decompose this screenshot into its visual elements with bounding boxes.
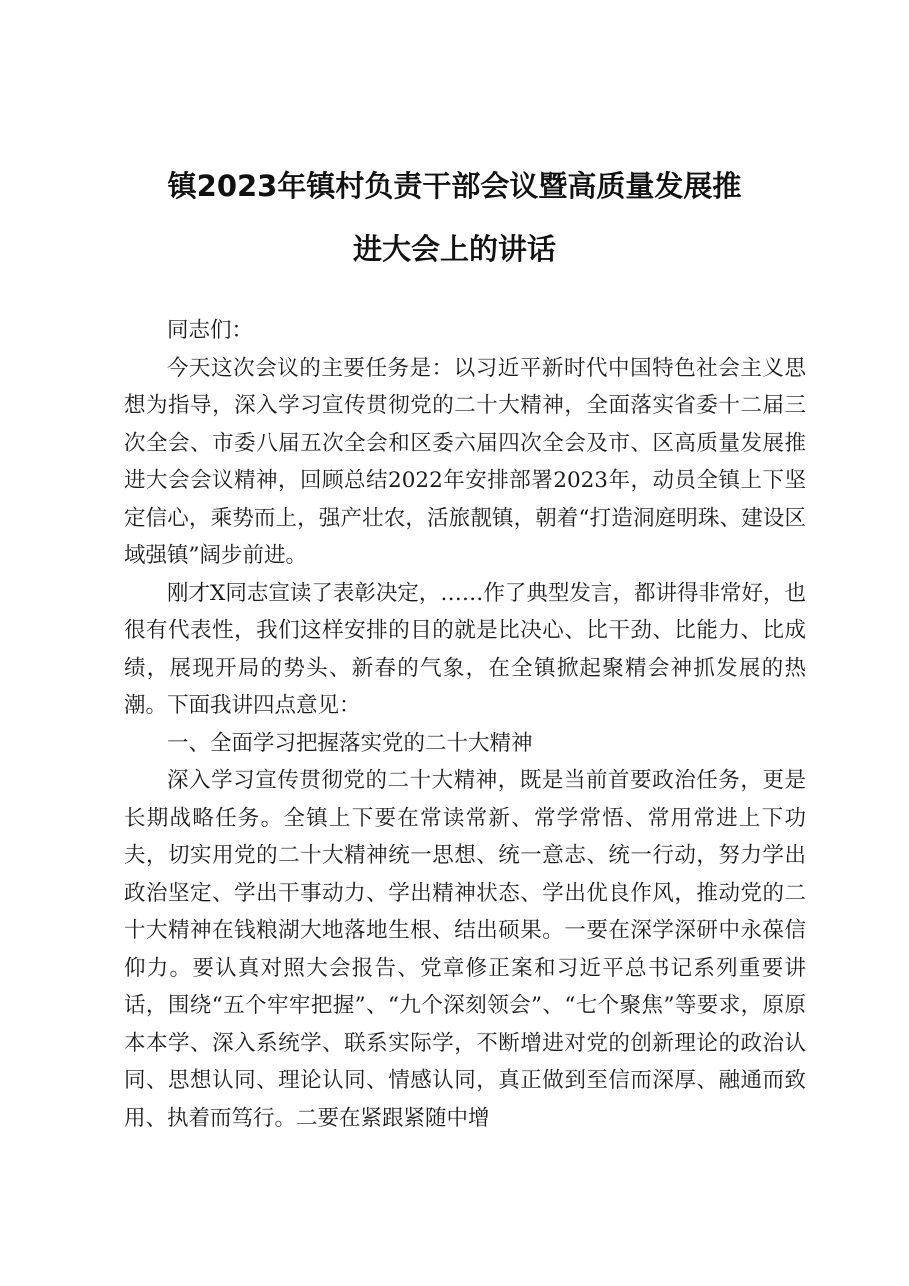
paragraph-opening: 今天这次会议的主要任务是：以习近平新时代中国特色社会主义思想为指导，深入学习宣传贯彻党的二十大精神，全面落实省委十二届三次全会、市委八届五次全会和区委六届四次全会及市、区高质量发展推进大会会议精神，回顾总结2022年安排部署2023年，动员全镇上下坚定信心，乘势而上，强产壮农，活旅靓镇，朝着“打造洞庭明珠、建设区域强镇”阔步前进。: [124, 355, 806, 568]
document-body: [124, 312, 806, 1137]
document-title-line-1: 镇2023年镇村负责干部会议暨高质量发展推: [167, 169, 742, 203]
salutation: 同志们：: [167, 318, 254, 343]
document-title-line-2: 进大会上的讲话: [352, 232, 556, 266]
section-heading: 一、全面学习把握落实党的二十大精神: [167, 730, 533, 756]
paragraph-remarks: 刚才X同志宣读了表彰决定，……作了典型发言，都讲得非常好，也很有代表性，我们这样安排的目的就是比决心、比干劲、比能力、比成绩，展现开局的势头、新春的气象，在全镇掀起聚精会神抓发展的热潮。下面我讲四点意见：: [124, 580, 806, 718]
section-paragraph: 深入学习宣传贯彻党的二十大精神，既是当前首要政治任务，更是长期战略任务。全镇上下要在常读常新、常学常悟、常用常进上下功夫，切实用党的二十大精神统一思想、统一意志、统一行动，努力学出政治坚定、学出干事动力、学出精神状态、学出优良作风，推动党的二十大精神在钱粮湖大地落地生根、结出硕果。一要在深学深研中永葆信仰力。要认真对照大会报告、党章修正案和习近平总书记系列重要讲话，围绕“五个牢牢把握”、“九个深刻领会”、“七个聚焦”等要求，原原本本学、深入系统学、联系实际学，不断增进对党的创新理论的政治认同、思想认同、理论认同、情感认同，真正做到至信而深厚、融通而致用、执着而笃行。二要在紧跟紧随中增: [124, 768, 806, 1131]
